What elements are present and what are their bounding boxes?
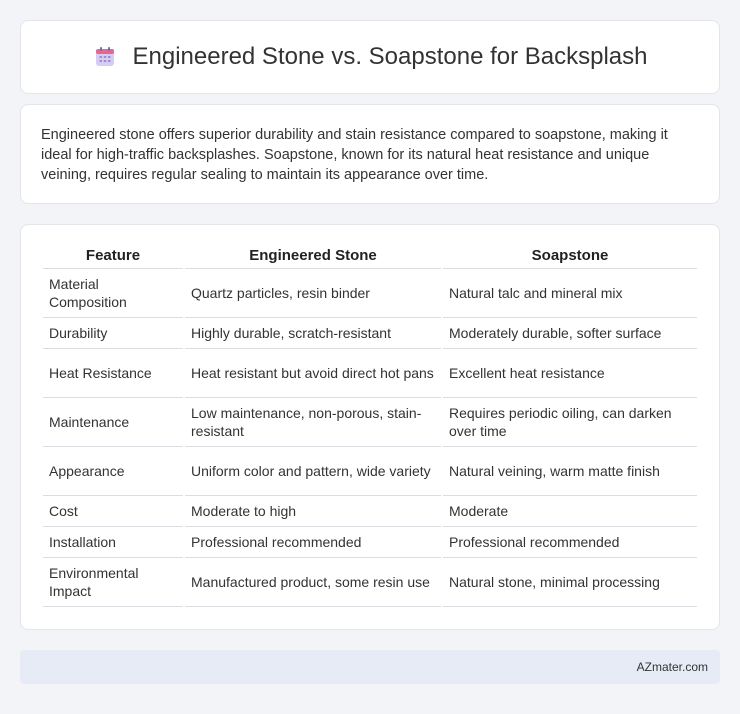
engineered-cell: Low maintenance, non-porous, stain-resistant xyxy=(185,398,441,447)
table-row xyxy=(43,318,697,349)
summary-card xyxy=(20,104,720,204)
title-card xyxy=(20,20,720,94)
table-row xyxy=(43,527,697,558)
page-title: Engineered Stone vs. Soapstone for Backsplash xyxy=(132,43,648,70)
comparison-table-card xyxy=(20,224,720,630)
table-row xyxy=(43,398,697,447)
feature-cell: Maintenance xyxy=(43,398,183,447)
engineered-cell: Manufactured product, some resin use xyxy=(185,558,441,607)
soapstone-cell: Moderate xyxy=(443,496,697,527)
feature-cell: Material Composition xyxy=(43,269,183,318)
feature-cell: Heat Resistance xyxy=(43,349,183,398)
feature-cell: Durability xyxy=(43,318,183,349)
engineered-cell: Moderate to high xyxy=(185,496,441,527)
table-row xyxy=(43,558,697,607)
engineered-cell: Professional recommended xyxy=(185,527,441,558)
footer-brand[interactable]: AZmater.com xyxy=(636,660,708,674)
header-soapstone: Soapstone xyxy=(443,245,697,269)
soapstone-cell: Requires periodic oiling, can darken over time xyxy=(443,398,697,447)
feature-cell: Appearance xyxy=(43,447,183,496)
engineered-cell: Heat resistant but avoid direct hot pans xyxy=(185,349,441,398)
table-header-row xyxy=(43,245,697,269)
soapstone-cell: Professional recommended xyxy=(443,527,697,558)
soapstone-cell: Natural stone, minimal processing xyxy=(443,558,697,607)
soapstone-cell: Moderately durable, softer surface xyxy=(443,318,697,349)
header-engineered-stone: Engineered Stone xyxy=(185,245,441,269)
header-feature: Feature xyxy=(43,245,183,269)
engineered-cell: Quartz particles, resin binder xyxy=(185,269,441,318)
feature-cell: Cost xyxy=(43,496,183,527)
feature-cell: Environmental Impact xyxy=(43,558,183,607)
engineered-cell: Uniform color and pattern, wide variety xyxy=(185,447,441,496)
soapstone-cell: Natural veining, warm matte finish xyxy=(443,447,697,496)
comparison-table xyxy=(41,245,699,607)
feature-cell: Installation xyxy=(43,527,183,558)
table-row xyxy=(43,349,697,398)
calendar-icon xyxy=(93,45,117,69)
soapstone-cell: Natural talc and mineral mix xyxy=(443,269,697,318)
soapstone-cell: Excellent heat resistance xyxy=(443,349,697,398)
table-row xyxy=(43,496,697,527)
table-row xyxy=(43,447,697,496)
summary-text: Engineered stone offers superior durability and stain resistance compared to soapstone, making it ideal for high-traffic backsplashes. Soapstone, known for its natural heat resistance and unique veining, requires regular sealing to maintain its appearance over time. xyxy=(41,127,668,183)
footer xyxy=(20,650,720,684)
table-row xyxy=(43,269,697,318)
engineered-cell: Highly durable, scratch-resistant xyxy=(185,318,441,349)
